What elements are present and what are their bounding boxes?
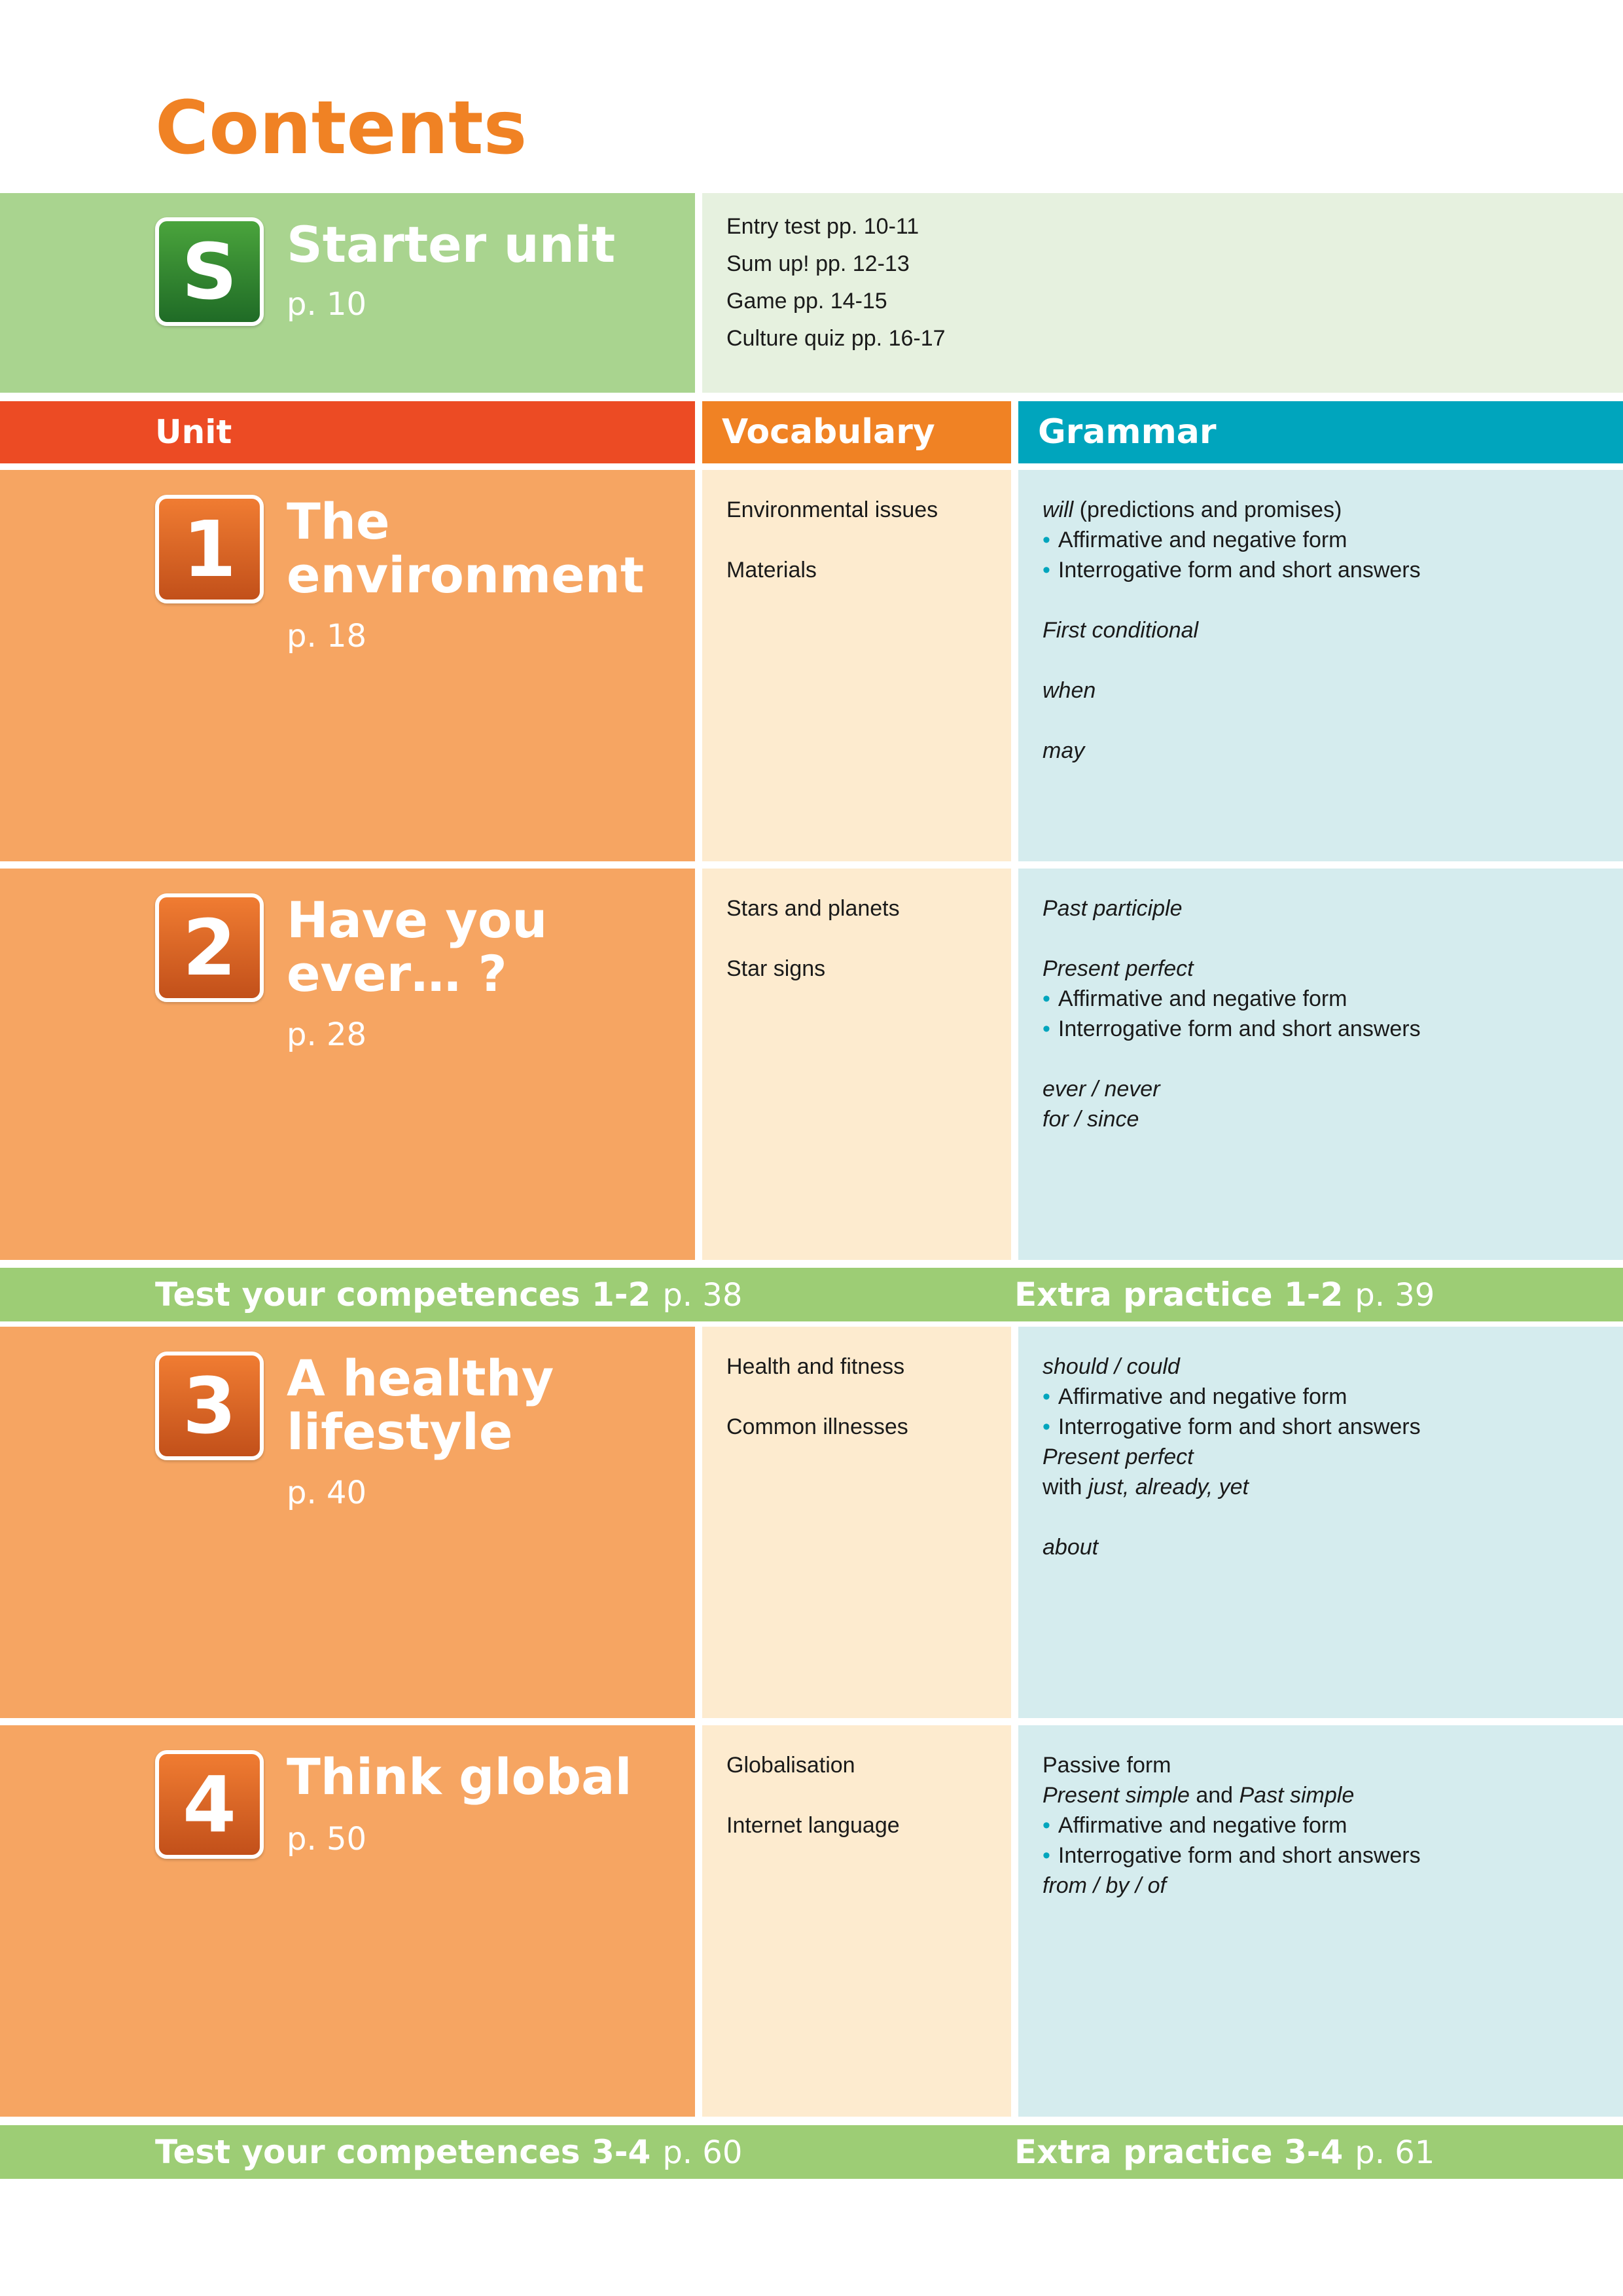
vocabulary-cell	[702, 470, 1011, 861]
grammar-item	[1043, 1780, 1421, 1810]
grammar-item: First conditional	[1043, 618, 1199, 643]
grammar-item-text: with	[1043, 1475, 1088, 1499]
competences-band	[0, 2125, 1623, 2179]
vocabulary-item: Materials	[726, 558, 817, 583]
test-competences-link[interactable]	[155, 1268, 742, 1322]
vocabulary-cell	[702, 1725, 1011, 2117]
test-competences-link[interactable]	[155, 2125, 742, 2179]
grammar-spacer	[1043, 1044, 1421, 1074]
starter-unit-panel	[0, 193, 695, 393]
band-label: Extra practice 3-4	[1014, 2133, 1344, 2171]
header-grammar: Grammar	[1018, 401, 1623, 463]
grammar-item-text: (predictions and promises)	[1073, 497, 1342, 522]
page-title: Contents	[155, 86, 527, 171]
vocabulary-cell	[702, 869, 1011, 1260]
grammar-item-text: Affirmative and negative form	[1058, 528, 1347, 552]
header-vocabulary: Vocabulary	[702, 401, 1011, 463]
grammar-item-text: Affirmative and negative form	[1058, 1384, 1347, 1409]
grammar-cell	[1018, 470, 1623, 861]
unit-title: Think global	[287, 1748, 632, 1806]
vocabulary-item: Star signs	[726, 956, 826, 981]
grammar-item	[1043, 495, 1421, 525]
bullet-icon: •	[1043, 558, 1050, 583]
unit-title: The	[287, 492, 390, 550]
grammar-item-italic: Present simple	[1043, 1783, 1190, 1808]
unit-number-badge: 1	[155, 495, 264, 603]
grammar-item: should / could	[1043, 1354, 1180, 1379]
unit-title-line2: environment	[287, 546, 645, 604]
grammar-item	[1043, 984, 1421, 1014]
band-page: p. 60	[662, 2134, 743, 2171]
starter-contents-panel	[702, 193, 1623, 393]
starter-title: Starter unit	[287, 215, 616, 274]
grammar-item: Present perfect	[1043, 956, 1194, 981]
unit-title: Have you	[287, 891, 548, 949]
band-page: p. 38	[662, 1277, 743, 1314]
bullet-icon: •	[1043, 1813, 1050, 1838]
bullet-icon: •	[1043, 1384, 1050, 1409]
grammar-item-text: Interrogative form and short answers	[1058, 1414, 1421, 1439]
vocabulary-list	[726, 495, 938, 615]
unit-cell	[0, 1725, 695, 2117]
bullet-icon: •	[1043, 1414, 1050, 1439]
unit-number-badge: 3	[155, 1352, 264, 1460]
competences-band	[0, 1268, 1623, 1321]
grammar-spacer	[1043, 924, 1421, 954]
grammar-item: Past participle	[1043, 896, 1183, 921]
unit-cell	[0, 1327, 695, 1718]
grammar-item-text: and	[1189, 1783, 1240, 1808]
grammar-item-italic: just, already, yet	[1088, 1475, 1249, 1499]
grammar-item-italic: will	[1043, 497, 1074, 522]
grammar-cell	[1018, 869, 1623, 1260]
grammar-item-text: Interrogative form and short answers	[1058, 1843, 1421, 1868]
bullet-icon: •	[1043, 986, 1050, 1011]
grammar-item	[1043, 555, 1421, 585]
band-label: Test your competences 1-2	[155, 1276, 651, 1314]
extra-practice-link[interactable]	[1014, 2125, 1435, 2179]
unit-title-line2: lifestyle	[287, 1403, 513, 1461]
vocabulary-item: Internet language	[726, 1813, 900, 1838]
grammar-cell	[1018, 1725, 1623, 2117]
unit-title-line2: ever… ?	[287, 944, 507, 1003]
unit-page: p. 18	[287, 618, 367, 655]
grammar-spacer	[1043, 645, 1421, 675]
grammar-item: when	[1043, 678, 1096, 703]
grammar-item: Passive form	[1043, 1753, 1171, 1778]
grammar-item	[1043, 1014, 1421, 1044]
grammar-spacer	[1043, 706, 1421, 736]
starter-page: p. 10	[287, 286, 367, 323]
unit-title: A healthy	[287, 1349, 554, 1407]
grammar-cell	[1018, 1327, 1623, 1718]
starter-item: Sum up! pp. 12-13	[726, 251, 910, 276]
header-unit: Unit	[0, 401, 695, 463]
grammar-spacer	[1043, 1502, 1421, 1532]
grammar-item	[1043, 525, 1421, 555]
unit-page: p. 28	[287, 1016, 367, 1053]
grammar-item	[1043, 1810, 1421, 1840]
band-label: Extra practice 1-2	[1014, 1276, 1344, 1314]
band-page: p. 61	[1355, 2134, 1435, 2171]
grammar-item: for / since	[1043, 1107, 1139, 1132]
starter-item: Game pp. 14-15	[726, 289, 887, 314]
grammar-item-text: Interrogative form and short answers	[1058, 1016, 1421, 1041]
vocabulary-item: Globalisation	[726, 1753, 855, 1778]
unit-number-badge: 2	[155, 893, 264, 1002]
grammar-item: about	[1043, 1535, 1099, 1560]
starter-item: Culture quiz pp. 16-17	[726, 326, 946, 351]
grammar-item-text: Interrogative form and short answers	[1058, 558, 1421, 583]
unit-number-badge: 4	[155, 1750, 264, 1859]
grammar-item: Present perfect	[1043, 1444, 1194, 1469]
unit-page: p. 40	[287, 1475, 367, 1511]
grammar-item-text: Affirmative and negative form	[1058, 1813, 1347, 1838]
unit-cell	[0, 869, 695, 1260]
grammar-item: from / by / of	[1043, 1873, 1166, 1898]
grammar-list	[1043, 893, 1421, 1134]
vocabulary-item: Health and fitness	[726, 1354, 905, 1379]
starter-item: Entry test pp. 10-11	[726, 214, 919, 239]
unit-page: p. 50	[287, 1821, 367, 1857]
grammar-item	[1043, 1840, 1421, 1871]
grammar-list	[1043, 495, 1421, 766]
extra-practice-link[interactable]	[1014, 1268, 1435, 1322]
grammar-item	[1043, 1382, 1421, 1412]
starter-badge: S	[155, 217, 264, 326]
grammar-item: may	[1043, 738, 1085, 763]
band-page: p. 39	[1355, 1277, 1435, 1314]
grammar-spacer	[1043, 585, 1421, 615]
vocabulary-cell	[702, 1327, 1011, 1718]
bullet-icon: •	[1043, 1843, 1050, 1868]
grammar-item: ever / never	[1043, 1077, 1160, 1102]
vocabulary-item: Stars and planets	[726, 896, 900, 921]
grammar-list	[1043, 1750, 1421, 1901]
vocabulary-list	[726, 893, 900, 1014]
vocabulary-list	[726, 1750, 900, 1871]
band-label: Test your competences 3-4	[155, 2133, 651, 2171]
vocabulary-item: Common illnesses	[726, 1414, 908, 1439]
vocabulary-item: Environmental issues	[726, 497, 938, 522]
grammar-item	[1043, 1472, 1421, 1502]
unit-cell	[0, 470, 695, 861]
bullet-icon: •	[1043, 528, 1050, 552]
vocabulary-list	[726, 1352, 908, 1472]
grammar-item	[1043, 1412, 1421, 1442]
grammar-item-text: Affirmative and negative form	[1058, 986, 1347, 1011]
bullet-icon: •	[1043, 1016, 1050, 1041]
grammar-item-italic: Past simple	[1239, 1783, 1355, 1808]
grammar-list	[1043, 1352, 1421, 1562]
